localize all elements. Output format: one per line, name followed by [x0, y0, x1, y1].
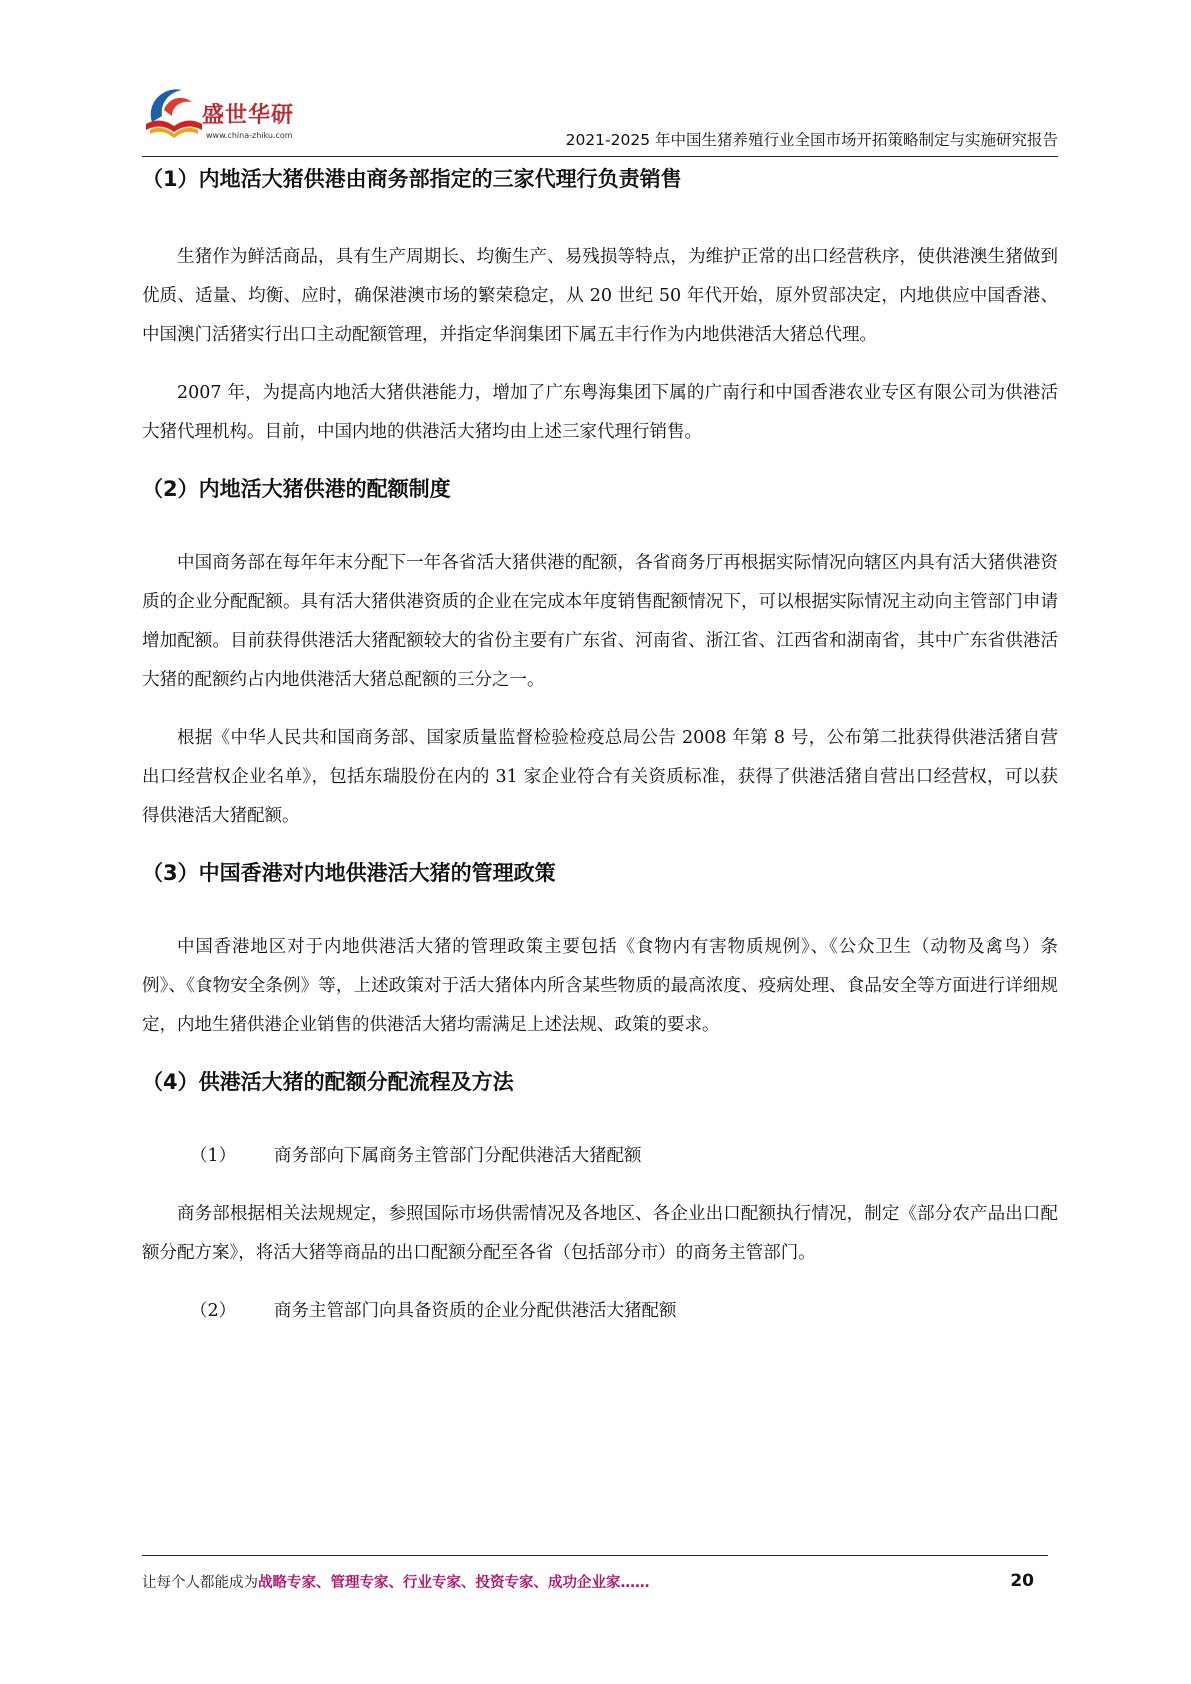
section-2-paragraph-2: 根据《中华人民共和国商务部、国家质量监督检验检疫总局公告 2008 年第 8 号，公布第二批获得供港活猪自营出口经营权企业名单》，包括东瑞股份在内的 31 家企业符合有关资质标准，获得了供港活猪自营出口经营权，可以获得供港活大猪配额。	[142, 728, 1058, 826]
subsection-number: （2）	[190, 1301, 237, 1321]
section-1-paragraph-1: 生猪作为鲜活商品，具有生产周期长、均衡生产、易残损等特点，为维护正常的出口经营秩序，使供港澳生猪做到优质、适量、均衡、应时，确保港澳市场的繁荣稳定，从 20 世纪 50 年代开始，原外贸部决定，内地供应中国香港、中国澳门活猪实行出口主动配额管理，并指定华润集团下属五丰行作为内地供港活大猪总代理。	[142, 247, 1058, 345]
section-4-paragraph-1: 商务部根据相关法规规定，参照国际市场供需情况及各地区、各企业出口配额执行情况，制定《部分农产品出口配额分配方案》，将活大猪等商品的出口配额分配至各省（包括部分市）的商务主管部门。	[142, 1204, 1058, 1263]
logo-url: www.china-zhiku.com	[206, 131, 293, 140]
section-2-paragraph-1: 中国商务部在每年年末分配下一年各省活大猪供港的配额，各省商务厅再根据实际情况向辖区内具有活大猪供港资质的企业分配配额。具有活大猪供港资质的企业在完成本年度销售配额情况下，可以根据实际情况主动向主管部门申请增加配额。目前获得供港活大猪配额较大的省份主要有广东省、河南省、浙江省、江西省和湖南省，其中广东省供港活大猪的配额约占内地供港活大猪总配额的三分之一。	[142, 553, 1058, 690]
subsection-title: 商务主管部门向具备资质的企业分配供港活大猪配额	[274, 1301, 677, 1321]
report-title: 2021-2025 年中国生猪养殖行业全国市场开拓策略制定与实施研究报告	[565, 131, 1058, 149]
footer-divider	[142, 1555, 1048, 1556]
section-1-heading: （1）内地活大猪供港由商务部指定的三家代理行负责销售	[142, 167, 682, 191]
company-logo	[142, 80, 312, 150]
subsection-number: （1）	[190, 1146, 237, 1166]
footer-slogan-roles: 战略专家、管理专家、行业专家、投资专家、成功企业家……	[258, 1575, 650, 1591]
subsection-4-1	[142, 1137, 1058, 1176]
subsection-4-2	[142, 1292, 1058, 1331]
section-2-heading: （2）内地活大猪供港的配额制度	[142, 477, 451, 501]
section-3-paragraph-1: 中国香港地区对于内地供港活大猪的管理政策主要包括《食物内有害物质规例》、《公众卫生（动物及禽鸟）条例》、《食物安全条例》等，上述政策对于活大猪体内所含某些物质的最高浓度、疫病处理、食品安全等方面进行详细规定，内地生猪供港企业销售的供港活大猪均需满足上述法规、政策的要求。	[142, 937, 1058, 1035]
header-divider	[142, 156, 1058, 157]
page-footer	[142, 1571, 1048, 1597]
document-body	[142, 164, 1058, 1331]
footer-slogan-prefix: 让每个人都能成为	[142, 1575, 258, 1591]
section-3-heading: （3）中国香港对内地供港活大猪的管理政策	[142, 861, 556, 885]
section-1-paragraph-2: 2007 年，为提高内地活大猪供港能力，增加了广东粤海集团下属的广南行和中国香港农业专区有限公司为供港活大猪代理机构。目前，中国内地的供港活大猪均由上述三家代理行销售。	[142, 383, 1058, 442]
section-4-heading: （4）供港活大猪的配额分配流程及方法	[142, 1070, 514, 1094]
logo-wordmark: 盛世华研	[202, 103, 295, 128]
subsection-title: 商务部向下属商务主管部门分配供港活大猪配额	[274, 1146, 642, 1166]
page-number: 20	[1010, 1571, 1034, 1591]
page-header	[142, 80, 1058, 158]
